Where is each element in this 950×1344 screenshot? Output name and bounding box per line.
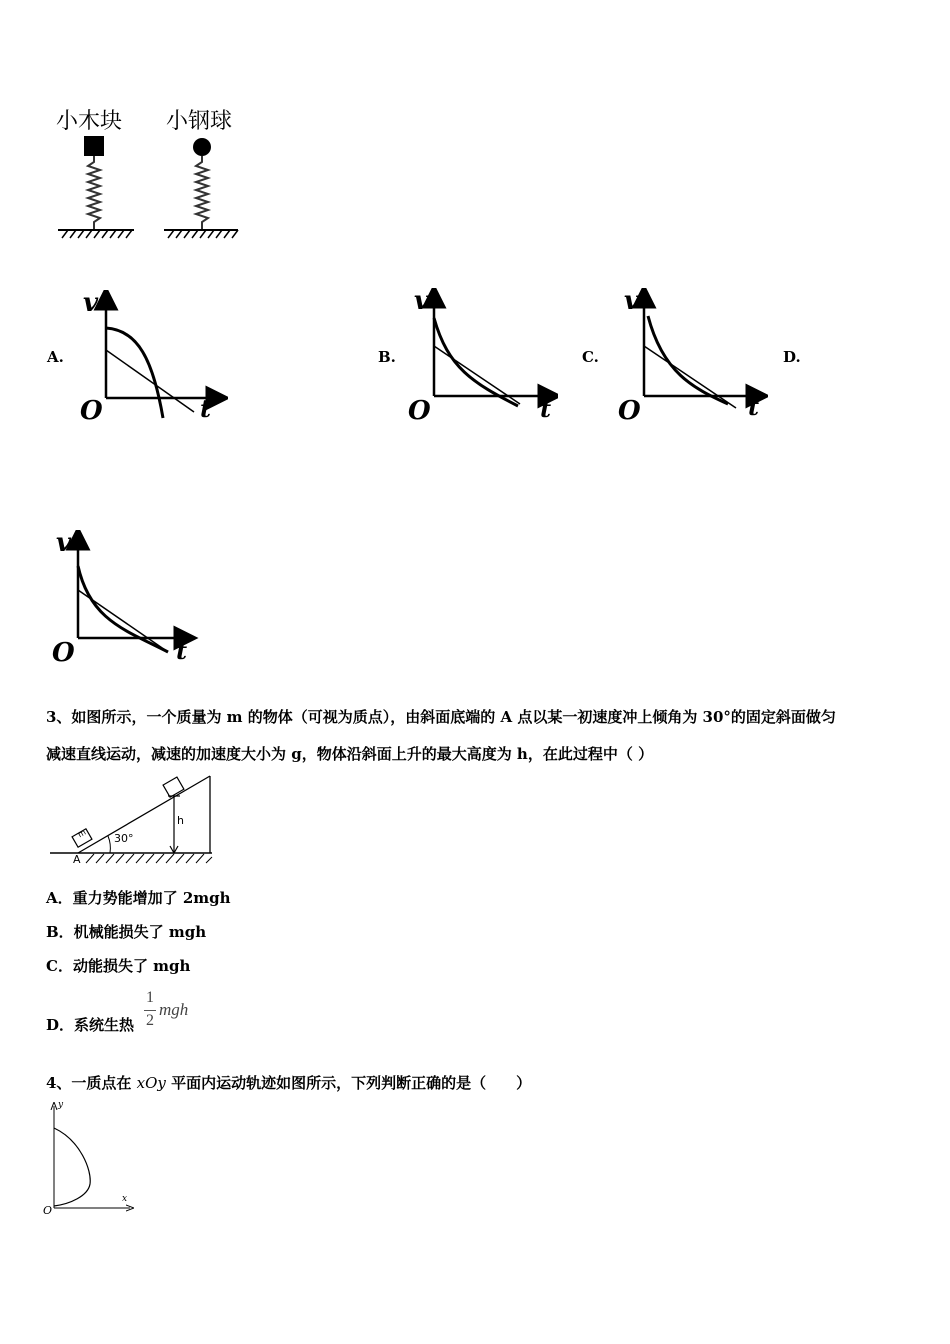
option-a-label: A. bbox=[47, 348, 64, 366]
label-steel-ball: 小钢球 bbox=[166, 109, 233, 134]
fraction-denominator: 2 bbox=[146, 1012, 154, 1029]
origin-label: O bbox=[80, 396, 103, 426]
graph-b bbox=[408, 288, 558, 428]
wooden-block-shape bbox=[84, 136, 104, 156]
t-label: t bbox=[748, 392, 760, 421]
spring-drawing bbox=[50, 100, 250, 250]
graph-d bbox=[50, 530, 200, 670]
reference-line bbox=[78, 590, 168, 652]
question-3-line-2: 减速直线运动，减速的加速度大小为 g，物体沿斜面上升的最大高度为 h，在此过程中（ ） bbox=[46, 745, 654, 763]
t-label: t bbox=[176, 636, 188, 665]
incline-figure bbox=[46, 770, 216, 870]
choice-d-text: D．系统生热 bbox=[46, 1016, 135, 1034]
v-label: v bbox=[624, 286, 640, 316]
trajectory-figure bbox=[40, 1100, 140, 1220]
fraction-bar bbox=[144, 1010, 156, 1011]
question-4-suffix: 平面内运动轨迹如图所示，下列判断正确的是（ ） bbox=[165, 1074, 532, 1092]
choice-a[interactable]: A．重力势能增加了 2mgh bbox=[46, 889, 231, 907]
trajectory-curve bbox=[54, 1128, 90, 1206]
v-label: v bbox=[56, 528, 72, 558]
label-wooden-block: 小木块 bbox=[56, 109, 123, 134]
question-3-line-1: 3、如图所示，一个质量为 m 的物体（可视为质点），由斜面底端的 A 点以某一初速度冲上倾角为 30°的固定斜面做匀 bbox=[46, 708, 836, 726]
fraction-numerator: 1 bbox=[146, 989, 154, 1006]
fraction-expression: mgh bbox=[159, 1000, 189, 1019]
reference-line bbox=[106, 350, 194, 412]
steel-ball-shape bbox=[193, 138, 211, 156]
origin-label: O bbox=[43, 1204, 53, 1217]
choice-c[interactable]: C．动能损失了 mgh bbox=[46, 957, 191, 975]
option-b-label: B. bbox=[378, 348, 396, 366]
ground-hatch-right bbox=[168, 230, 238, 238]
v-label: v bbox=[83, 288, 99, 318]
option-d-label: D. bbox=[783, 348, 801, 366]
incline-surface bbox=[78, 776, 210, 853]
origin-label: O bbox=[52, 638, 75, 668]
reference-line bbox=[644, 346, 736, 408]
angle-label: 30° bbox=[114, 832, 134, 845]
right-spring bbox=[196, 156, 208, 230]
choice-b[interactable]: B．机械能损失了 mgh bbox=[46, 923, 207, 941]
t-label: t bbox=[540, 394, 552, 423]
choice-d[interactable] bbox=[46, 990, 246, 1040]
y-axis-label: y bbox=[58, 1100, 64, 1110]
mass-label: m bbox=[76, 827, 88, 840]
t-label: t bbox=[200, 394, 212, 423]
question-4-line bbox=[46, 1072, 531, 1093]
option-c-label: C. bbox=[582, 348, 599, 366]
point-a-label: A bbox=[73, 853, 81, 866]
height-label: h bbox=[177, 814, 184, 827]
left-spring bbox=[88, 156, 100, 230]
spring-figure bbox=[50, 100, 250, 250]
x-axis-label: x bbox=[122, 1194, 128, 1204]
origin-label: O bbox=[408, 396, 431, 426]
ground-hatch-left bbox=[62, 230, 132, 238]
graph-a bbox=[78, 290, 228, 430]
question-4-plane: xOy bbox=[136, 1074, 166, 1092]
curve bbox=[648, 316, 728, 404]
question-4-prefix: 4、一质点在 bbox=[46, 1074, 137, 1092]
curve bbox=[434, 318, 518, 406]
v-label: v bbox=[414, 286, 430, 316]
origin-label: O bbox=[618, 396, 641, 426]
curve bbox=[106, 328, 163, 418]
graph-c bbox=[618, 288, 768, 428]
